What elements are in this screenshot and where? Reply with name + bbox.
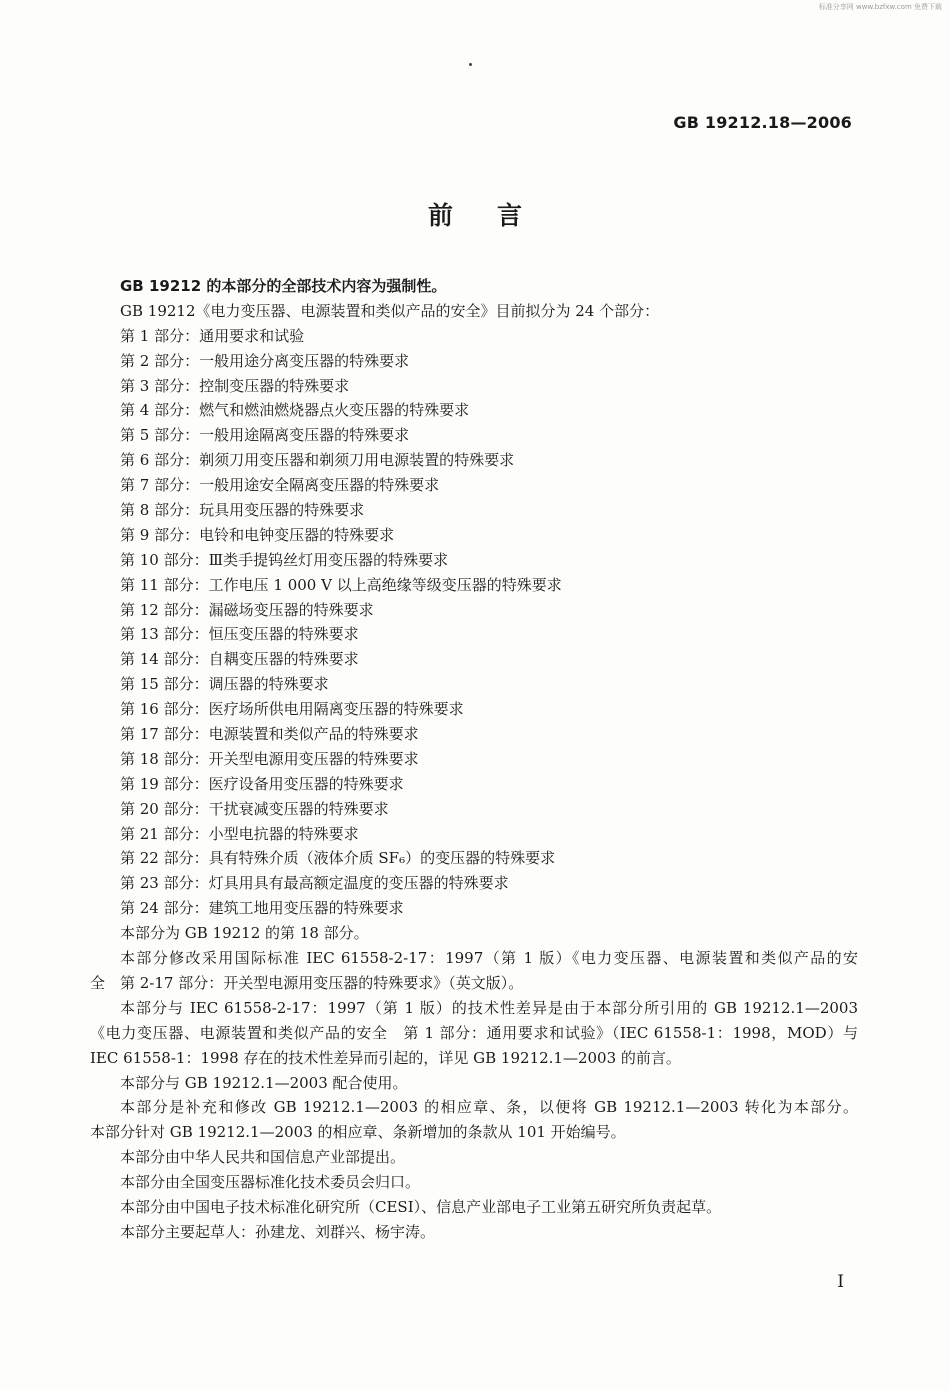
part-item: 第 5 部分：一般用途隔离变压器的特殊要求	[120, 426, 410, 445]
scan-speck	[469, 63, 472, 66]
part-item: 第 8 部分：玩具用变压器的特殊要求	[120, 501, 365, 520]
series-intro: GB 19212《电力变压器、电源装置和类似产品的安全》目前拟分为 24 个部分：	[120, 301, 660, 320]
part-item: 第 23 部分：灯具用具有最高额定温度的变压器的特殊要求	[120, 874, 509, 893]
usage-statement: 本部分与 GB 19212.1—2003 配合使用。	[120, 1073, 408, 1092]
part-item: 第 16 部分：医疗场所供电用隔离变压器的特殊要求	[120, 700, 464, 719]
part-item: 第 15 部分：调压器的特殊要求	[120, 675, 329, 694]
page-number: I	[837, 1272, 844, 1292]
part-item: 第 21 部分：小型电抗器的特殊要求	[120, 824, 359, 843]
difference-statement-line-1: 本部分与 IEC 61558-2-17：1997（第 1 版）的技术性差异是由于本部分所引用的 GB 19212.1—2003	[120, 998, 858, 1017]
part-item: 第 10 部分：Ⅲ类手提钨丝灯用变压器的特殊要求	[120, 550, 449, 569]
part-item: 第 6 部分：剃须刀用变压器和剃须刀用电源装置的特殊要求	[120, 451, 515, 470]
part-item: 第 11 部分：工作电压 1 000 V 以上高绝缘等级变压器的特殊要求	[120, 575, 562, 594]
drafters-statement: 本部分主要起草人：孙建龙、刘群兴、杨宇涛。	[120, 1222, 436, 1241]
part-of-statement: 本部分为 GB 19212 的第 18 部分。	[120, 924, 369, 943]
adoption-statement-line-1: 本部分修改采用国际标准 IEC 61558-2-17：1997（第 1 版）《电力变压器、电源装置和类似产品的安	[120, 949, 858, 968]
mandatory-statement: GB 19212 的本部分的全部技术内容为强制性。	[120, 277, 447, 295]
page-title: 前言	[427, 201, 566, 230]
standard-number: GB 19212.18—2006	[673, 113, 852, 132]
part-item: 第 1 部分：通用要求和试验	[120, 326, 305, 345]
proposer-statement: 本部分由中华人民共和国信息产业部提出。	[120, 1148, 406, 1167]
difference-statement-line-3: IEC 61558-1：1998 存在的技术性差异而引起的，详见 GB 19212.1—2003 的前言。	[90, 1048, 681, 1067]
part-item: 第 12 部分：漏磁场变压器的特殊要求	[120, 600, 374, 619]
management-statement: 本部分由全国变压器标准化技术委员会归口。	[120, 1173, 421, 1192]
part-item: 第 19 部分：医疗设备用变压器的特殊要求	[120, 774, 404, 793]
parts-list	[90, 324, 858, 921]
part-item: 第 9 部分：电铃和电钟变压器的特殊要求	[120, 525, 395, 544]
watermark: 标准分享网 www.bzfxw.com 免费下载	[818, 3, 942, 11]
part-item: 第 20 部分：干扰衰减变压器的特殊要求	[120, 799, 389, 818]
part-item: 第 7 部分：一般用途安全隔离变压器的特殊要求	[120, 476, 440, 495]
document-body	[90, 274, 858, 1245]
part-item: 第 18 部分：开关型电源用变压器的特殊要求	[120, 749, 419, 768]
part-item: 第 3 部分：控制变压器的特殊要求	[120, 376, 350, 395]
part-item: 第 13 部分：恒压变压器的特殊要求	[120, 625, 359, 644]
adoption-statement-line-2: 全 第 2-17 部分：开关型电源用变压器的特殊要求》（英文版）。	[90, 973, 524, 992]
part-item: 第 22 部分：具有特殊介质（液体介质 SF₆）的变压器的特殊要求	[120, 849, 556, 868]
drafting-org-statement: 本部分由中国电子技术标准化研究所（CESI）、信息产业部电子工业第五研究所负责起草。	[120, 1197, 722, 1216]
difference-statement-line-2: 《电力变压器、电源装置和类似产品的安全 第 1 部分：通用要求和试验》（IEC 61558-1：1998，MOD）与	[90, 1023, 858, 1042]
part-item: 第 4 部分：燃气和燃油燃烧器点火变压器的特殊要求	[120, 401, 470, 420]
part-item: 第 2 部分：一般用途分离变压器的特殊要求	[120, 351, 410, 370]
part-item: 第 24 部分：建筑工地用变压器的特殊要求	[120, 899, 404, 918]
part-item: 第 14 部分：自耦变压器的特殊要求	[120, 650, 359, 669]
supplement-statement-line-2: 本部分针对 GB 19212.1—2003 的相应章、条新增加的条款从 101 开始编号。	[90, 1123, 626, 1142]
supplement-statement-line-1: 本部分是补充和修改 GB 19212.1—2003 的相应章、条，以便将 GB 19212.1—2003 转化为本部分。	[120, 1098, 858, 1117]
part-item: 第 17 部分：电源装置和类似产品的特殊要求	[120, 725, 419, 744]
